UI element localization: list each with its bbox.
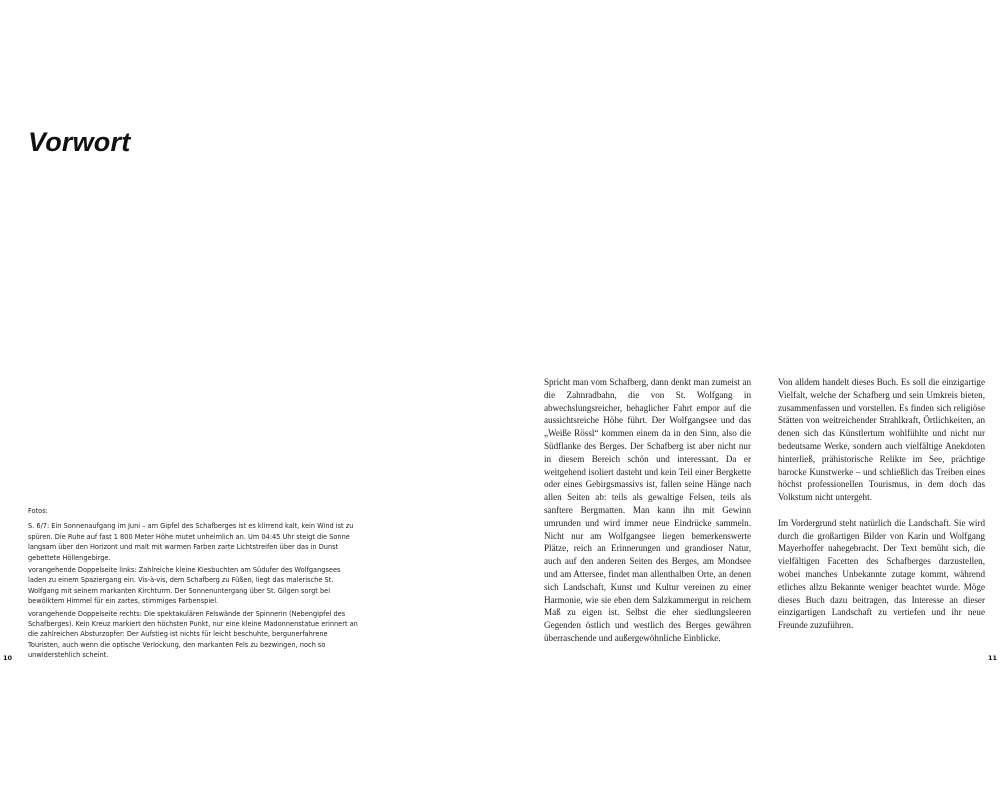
- caption-item: S. 6/7: Ein Sonnenaufgang im Juni – am Gipfel des Schafberges ist es klirrend kalt, kein Wind ist zu spüren. Die Ruhe auf fast 1 800 Meter Höhe mutet unheimlich an. Um 04:45 Uhr steigt die Sonne langsam über den Horizont und malt mit warmen Farben zarte Lichtstreifen über das in Dunst gebettete Höllengebirge.: [28, 522, 354, 562]
- body-paragraph: Von alldem handelt dieses Buch. Es soll die einzigartige Vielfalt, welche der Schafberg und sein Umkreis bieten, zusammenfassen und vorstellen. Es finden sich religiöse Stätten von weitreichender Strahlkraft, Örtlichkeiten, an denen sich das Künstlertum wohlfühlte und nicht nur bedeutsame Werke, sondern auch vielfältige Anekdoten hinterließ, prähistorische Relikte im See, prächtige barocke Kunstwerke – und schließlich das Treiben eines höchst professionellen Tourismus, in dem doch das Volkstum nicht untergeht.: [778, 377, 985, 503]
- photo-captions: [28, 506, 360, 663]
- captions-label: Fotos:: [28, 507, 48, 515]
- page-number-right: 11: [987, 654, 997, 662]
- text-column-1: [544, 376, 751, 645]
- page-title: Vorwort: [28, 127, 131, 157]
- body-paragraph: Im Vordergrund steht natürlich die Landschaft. Sie wird durch die großartigen Bilder von Karin und Wolfgang Mayerhoffer nahegebracht. Der Text bemüht sich, die vielfältigen Facetten des Schafberges darzustellen, wobei manches Unbekannte zutage kommt, während etliches allzu Bekannte weniger beachtet wurde. Möge dieses Buch dazu beitragen, das Interesse an dieser einzigartigen Landschaft zu vertiefen und ihr neue Freunde zuzuführen.: [778, 517, 985, 631]
- text-column-2: [778, 376, 985, 632]
- caption-item: vorangehende Doppelseite links: Zahlreiche kleine Kiesbuchten am Südufer des Wolfgangsees laden zu einem Spaziergang ein. Vis-à-vis, dem Schafberg zu Füßen, liegt das malerische St. Wolfgang mit seinem markanten Kirchturm. Der Sonnenuntergang über St. Gilgen sorgt bei bewölktem Himmel für ein zartes, stimmiges Farbenspiel.: [28, 566, 341, 606]
- body-paragraph: Spricht man vom Schafberg, dann denkt man zumeist an die Zahnradbahn, die von St. Wolfgang in abwechslungsreicher, behaglicher Fahrt empor auf die aussichtsreiche Höhe führt. Der Wolfgangsee und das „Weiße Rössl“ kommen einem da in den Sinn, also die Südflanke des Berges. Der Schafberg ist aber nicht nur in diesem Bereich schön und interessant. Da er weitgehend isoliert dasteht und kein Teil einer Bergkette oder eines Gebirgsmassivs ist, fallen seine Hänge nach allen Seiten ab: teils als gewaltige Felsen, teils als sanftere Bergmatten. Man kann ihn mit Gewinn umrunden und wird immer neue Eindrücke sammeln. Nicht nur am Wolfgangsee liegen bemerkenswerte Plätze, reich an Erinnerungen und grandioser Natur, auch auf den anderen Seiten des Berges, am Mondsee und am Attersee, findet man allenthalben Orte, an denen sich Landschaft, Kunst und Kultur vereinen zu einer Harmonie, wie sie eben dem Salzkammergut in reichem Maß zu eigen ist. Selbst die eher siedlungsleeren Gegenden östlich und westlich des Berges gewähren überraschende und außergewöhnliche Einblicke.: [544, 377, 751, 643]
- caption-item: vorangehende Doppelseite rechts: Die spektakulären Felswände der Spinnerin (Nebengipfel des Schafberges). Kein Kreuz markiert den höchsten Punkt, nur eine kleine Madonnenstatue erinnert an die zahlreichen Absturzopfer: Der Aufstieg ist nichts für leicht beschuhte, bergunerfahrene Touristen, auch wenn die optische Verlockung, den markanten Fels zu bezwingen, noch so unwiderstehlich scheint.: [28, 609, 358, 660]
- page-number-left: 10: [3, 654, 13, 662]
